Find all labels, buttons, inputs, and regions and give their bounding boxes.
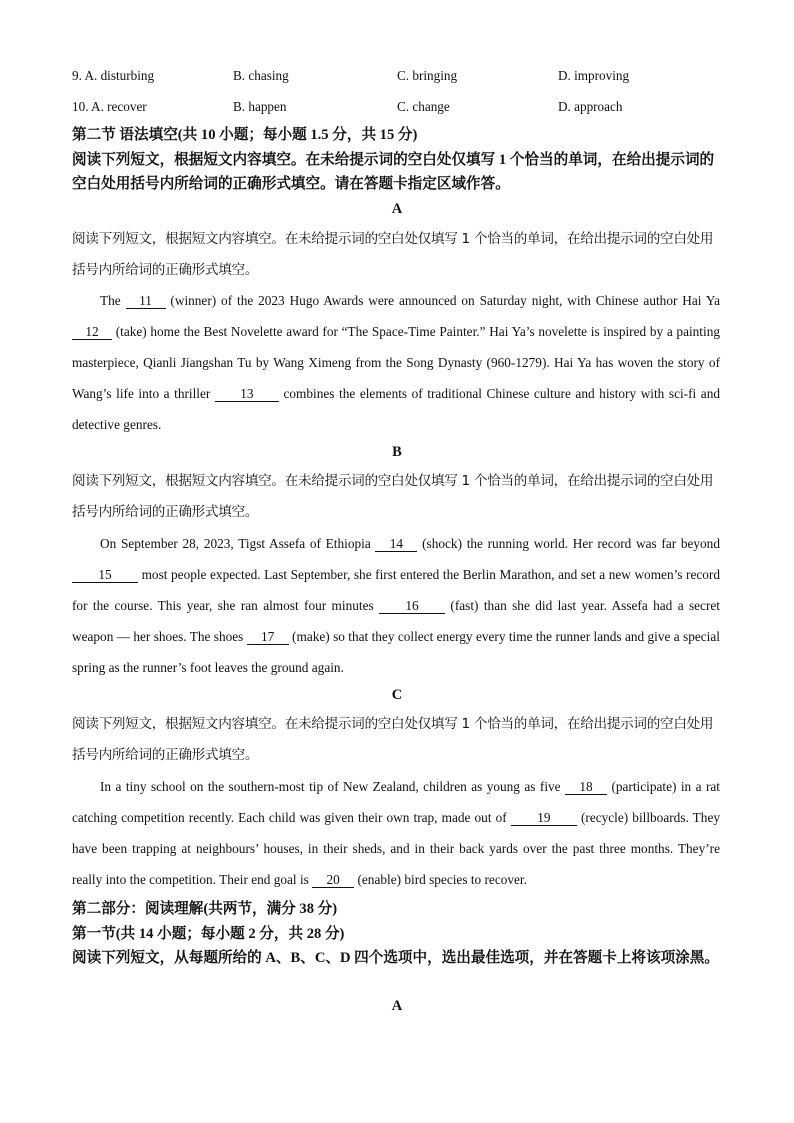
part2-section1-title: 第一节(共 14 小题；每小题 2 分，共 28 分) xyxy=(72,926,345,942)
section2-instructions: 阅读下列短文，根据短文内容填空。在未给提示词的空白处仅填写 1 个恰当的单词，在给出提示词的空白处用括号内所给词的正确形式填空。请在答题卡指定区域作答。 xyxy=(72,152,715,192)
option-b[interactable]: B. chasing xyxy=(233,68,289,83)
section2-title: 第二节 语法填空(共 10 小题；每小题 1.5 分，共 15 分) xyxy=(72,127,418,143)
blank-15[interactable]: 15 xyxy=(72,567,138,583)
blank-16[interactable]: 16 xyxy=(379,598,445,614)
blank-18[interactable]: 18 xyxy=(565,779,607,795)
option-c[interactable]: C. change xyxy=(397,99,450,114)
option-a[interactable]: 10. A. recover xyxy=(72,99,147,114)
passage-c-letter: C xyxy=(391,687,403,703)
option-d[interactable]: D. approach xyxy=(558,99,623,114)
option-c[interactable]: C. bringing xyxy=(397,68,458,83)
blank-14[interactable]: 14 xyxy=(375,536,417,552)
part2-instructions: 阅读下列短文，从每题所给的 A、B、C、D 四个选项中，选出最佳选项，并在答题卡上将该项涂黑。 xyxy=(72,950,719,966)
blank-19[interactable]: 19 xyxy=(511,810,577,826)
passage-a-letter: A xyxy=(391,201,403,217)
blank-12[interactable]: 12 xyxy=(72,324,112,340)
blank-11[interactable]: 11 xyxy=(126,293,166,309)
option-a[interactable]: 9. A. disturbing xyxy=(72,68,155,83)
option-b[interactable]: B. happen xyxy=(233,99,287,114)
blank-20[interactable]: 20 xyxy=(312,872,354,888)
passage-c-instructions: 阅读下列短文，根据短文内容填空。在未给提示词的空白处仅填写 1 个恰当的单词，在给出提示词的空白处用括号内所给词的正确形式填空。 xyxy=(72,716,714,763)
passage-a-instructions: 阅读下列短文，根据短文内容填空。在未给提示词的空白处仅填写 1 个恰当的单词，在给出提示词的空白处用括号内所给词的正确形式填空。 xyxy=(72,231,714,278)
blank-17[interactable]: 17 xyxy=(247,629,289,645)
part2-title: 第二部分：阅读理解(共两节，满分 38 分) xyxy=(72,901,338,917)
part2-passage-a-letter: A xyxy=(391,998,403,1014)
passage-b-text: On September 28, 2023, Tigst Assefa of Ethiopia 14 (shock) the running world. Her record was far beyond 15 most people expected. Last September, she first entered the Berlin Marathon, and set a new women’s record for the course. This year, she ran almost four minutes 16 (fast) than she did last year. Assefa had a secret weapon — her shoes. The shoes 17 (make) so that they collect energy every time the runner lands and give a special spring as the runner’s foot leaves the ground again. xyxy=(72,536,720,675)
blank-13[interactable]: 13 xyxy=(215,386,279,402)
option-d[interactable]: D. improving xyxy=(558,68,630,83)
question-9-options xyxy=(72,68,732,88)
passage-b-letter: B xyxy=(392,444,402,460)
passage-a-text: The 11 (winner) of the 2023 Hugo Awards were announced on Saturday night, with Chinese author Hai Ya 12 (take) home the Best Novelette award for “The Space-Time Painter.” Hai Ya’s novelette is inspired by a painting masterpiece, Qianli Jiangshan Tu by Wang Ximeng from the Song Dynasty (960-1279). Hai Ya has woven the story of Wang’s life into a thriller 13 combines the elements of traditional Chinese culture and history with sci-fi and detective genres. xyxy=(72,293,721,432)
passage-b-instructions: 阅读下列短文，根据短文内容填空。在未给提示词的空白处仅填写 1 个恰当的单词，在给出提示词的空白处用括号内所给词的正确形式填空。 xyxy=(72,473,714,520)
passage-c-text: In a tiny school on the southern-most tip of New Zealand, children as young as five 18 (participate) in a rat catching competition recently. Each child was given their own trap, made out of 19 (recycle) billboards. They have been trapping at neighbours’ houses, in their sheds, and in their back yards over the past three months. They’re really into the competition. Their end goal is 20 (enable) bird species to recover. xyxy=(72,779,721,887)
question-10-options xyxy=(72,99,732,119)
